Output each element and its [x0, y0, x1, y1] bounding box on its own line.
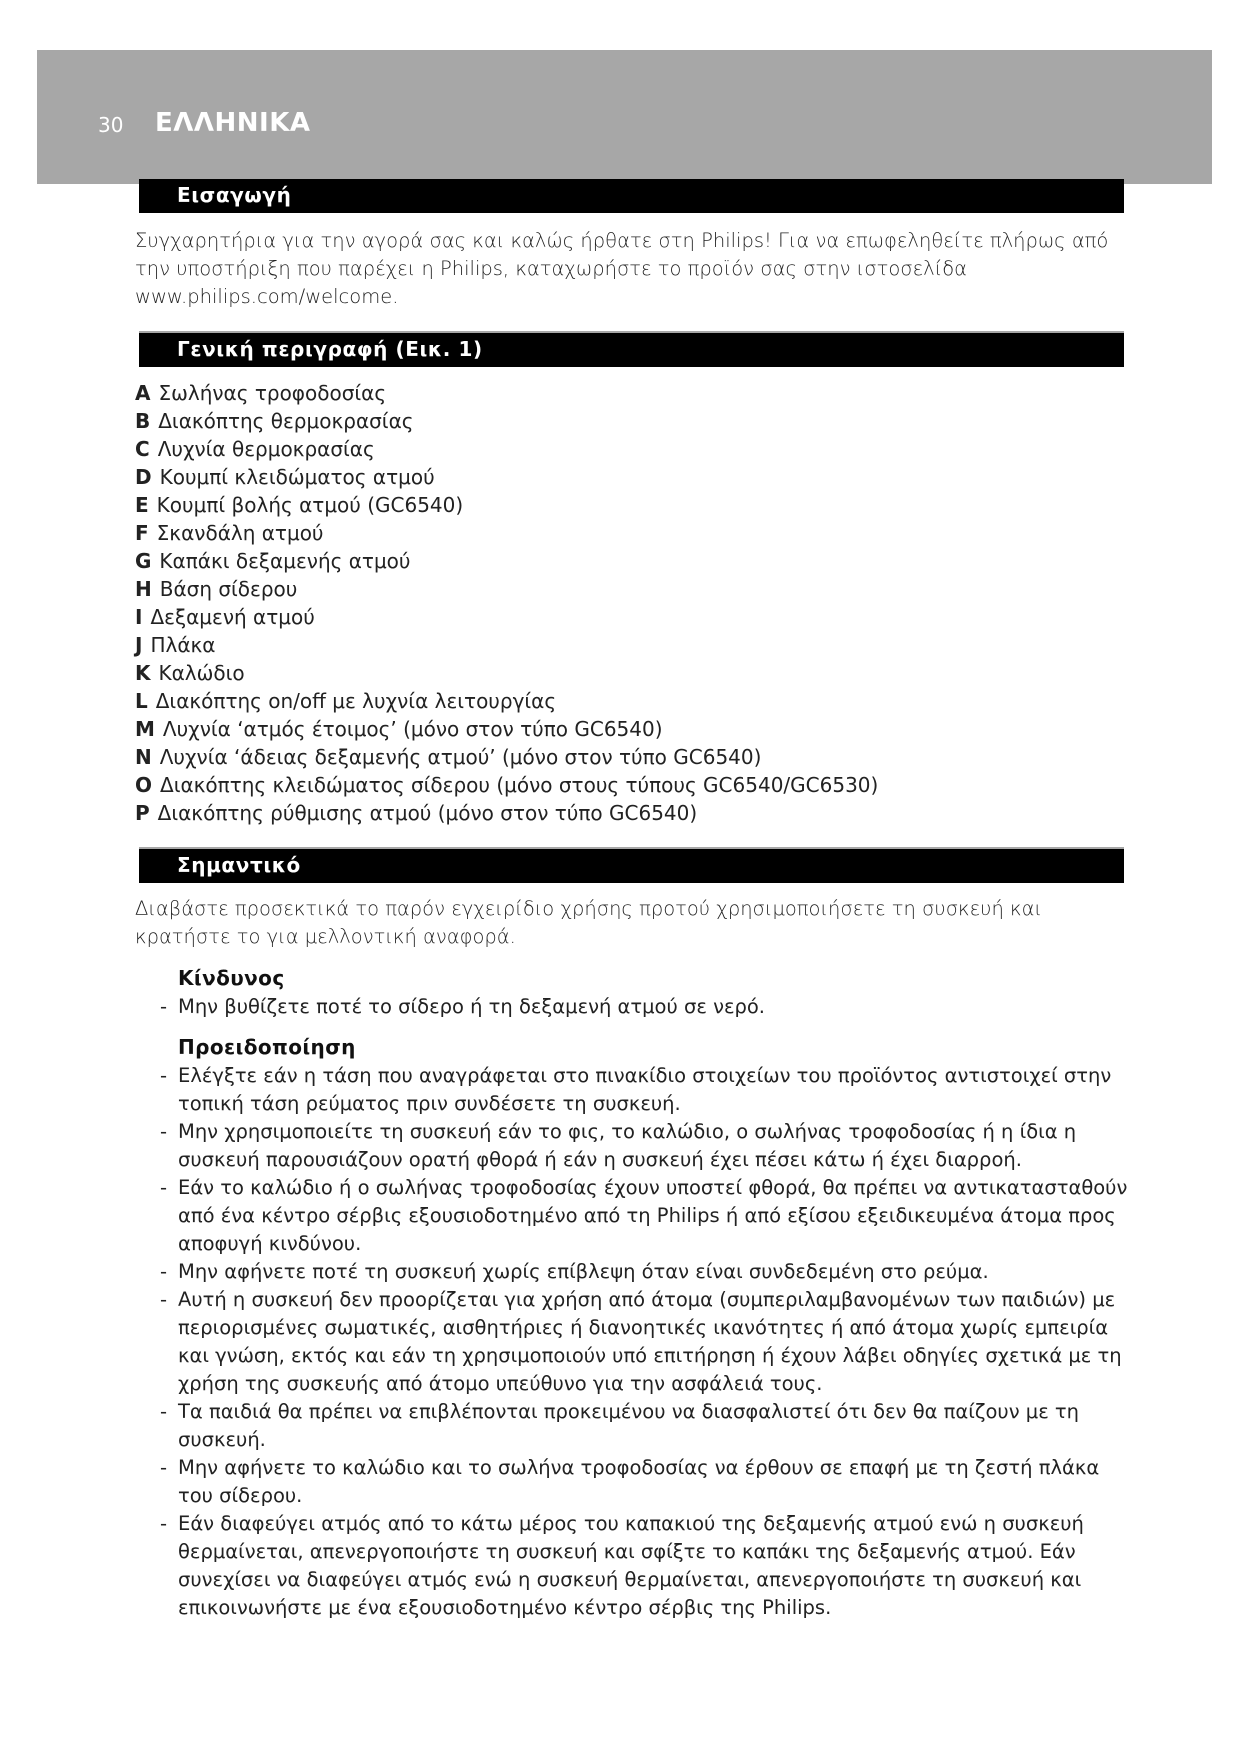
list-item: H Βάση σίδερου [135, 577, 298, 601]
danger-list [148, 993, 1138, 1021]
list-item: O Διακόπτης κλειδώματος σίδερου (μόνο στους τύπους GC6540/GC6530) [135, 773, 879, 797]
list-item: K Καλώδιο [135, 661, 245, 685]
language-title: ΕΛΛΗΝΙΚΑ [155, 108, 311, 138]
list-item: - Αυτή η συσκευή δεν προορίζεται για χρήση από άτομα (συμπεριλαμβανομένων των παιδιών) με περιορισμένες σωματικές, αισθητήριες ή διανοητικές ικανότητες ή από άτομα χωρίς εμπειρία και γνώση, εκτός και εάν τη χρησιμοποιούν υπό επιτήρηση ή έχουν λάβει οδηγίες σχετικά με τη χρήση της συσκευής από άτομο υπεύθυνο για την ασφάλειά τους. [160, 1288, 1122, 1395]
list-item: D Κουμπί κλειδώματος ατμού [135, 465, 435, 489]
list-item: P Διακόπτης ρύθμισης ατμού (μόνο στον τύπο GC6540) [135, 801, 698, 825]
list-item: - Μην βυθίζετε ποτέ το σίδερο ή τη δεξαμενή ατμού σε νερό. [160, 995, 766, 1018]
list-item: B Διακόπτης θερμοκρασίας [135, 409, 414, 433]
list-item: - Μην αφήνετε ποτέ τη συσκευή χωρίς επίβλεψη όταν είναι συνδεδεμένη στο ρεύμα. [160, 1260, 989, 1283]
section-header-intro [139, 177, 1124, 213]
warning-heading: Προειδοποίηση [178, 1035, 356, 1059]
parts-list [135, 379, 878, 827]
list-item: J Πλάκα [135, 633, 216, 657]
intro-paragraph: Συγχαρητήρια για την αγορά σας και καλώς ήρθατε στη Philips! Για να επωφεληθείτε πλήρως από την υποστήριξη που παρέχει η Philips, καταχωρήστε το προϊόν σας στην ιστοσελίδα www.philips.com/welcome. [135, 229, 1109, 308]
section-title: Γενική περιγραφή (Εικ. 1) [177, 337, 483, 361]
section-header-general [139, 331, 1124, 367]
list-item: - Μην χρησιμοποιείτε τη συσκευή εάν το φις, το καλώδιο, ο σωλήνας τροφοδοσίας ή η ίδια η συσκευή παρουσιάζουν ορατή φθορά ή εάν η συσκευή έχει πέσει κάτω ή έχει διαρροή. [160, 1120, 1077, 1171]
list-item: F Σκανδάλη ατμού [135, 521, 324, 545]
section-header-important [139, 847, 1124, 883]
list-item: C Λυχνία θερμοκρασίας [135, 437, 375, 461]
list-item: - Τα παιδιά θα πρέπει να επιβλέπονται προκειμένου να διασφαλιστεί ότι δεν θα παίζουν με τη συσκευή. [160, 1400, 1080, 1451]
danger-heading: Κίνδυνος [178, 966, 285, 990]
list-item: L Διακόπτης on/off με λυχνία λειτουργίας [135, 689, 557, 713]
list-item: - Εάν διαφεύγει ατμός από το κάτω μέρος του καπακιού της δεξαμενής ατμού ενώ η συσκευή θερμαίνεται, απενεργοποιήστε τη συσκευή και σφίξτε το καπάκι της δεξαμενής ατμού. Εάν συνεχίσει να διαφεύγει ατμός ενώ η συσκευή θερμαίνεται, απενεργοποιήστε τη συσκευή και επικοινωνήστε με ένα εξουσιοδοτημένο κέντρο σέρβις της Philips. [160, 1512, 1084, 1619]
page-number: 30 [98, 113, 124, 137]
list-item: M Λυχνία ‘ατμός έτοιμος’ (μόνο στον τύπο GC6540) [135, 717, 663, 741]
warning-list [148, 1062, 1138, 1622]
list-item: N Λυχνία ‘άδειας δεξαμενής ατμού’ (μόνο στον τύπο GC6540) [135, 745, 762, 769]
list-item: - Εάν το καλώδιο ή ο σωλήνας τροφοδοσίας έχουν υποστεί φθορά, θα πρέπει να αντικατασταθούν από ένα κέντρο σέρβις εξουσιοδοτημένο από τη Philips ή από εξίσου εξειδικευμένα άτομα προς αποφυγή κινδύνου. [160, 1176, 1128, 1255]
section-title: Εισαγωγή [177, 183, 292, 207]
list-item: E Κουμπί βολής ατμού (GC6540) [135, 493, 464, 517]
list-item: - Μην αφήνετε το καλώδιο και το σωλήνα τροφοδοσίας να έρθουν σε επαφή με τη ζεστή πλάκα του σίδερου. [160, 1456, 1100, 1507]
list-item: - Ελέγξτε εάν η τάση που αναγράφεται στο πινακίδιο στοιχείων του προϊόντος αντιστοιχεί στην τοπική τάση ρεύματος πριν συνδέσετε τη συσκευή. [160, 1064, 1112, 1115]
list-item: A Σωλήνας τροφοδοσίας [135, 381, 387, 405]
important-paragraph: Διαβάστε προσεκτικά το παρόν εγχειρίδιο χρήσης προτού χρησιμοποιήσετε τη συσκευή και κρατήστε το για μελλοντική αναφορά. [135, 897, 1042, 948]
list-item: G Καπάκι δεξαμενής ατμού [135, 549, 411, 573]
section-title: Σημαντικό [177, 853, 301, 877]
list-item: I Δεξαμενή ατμού [135, 605, 315, 629]
